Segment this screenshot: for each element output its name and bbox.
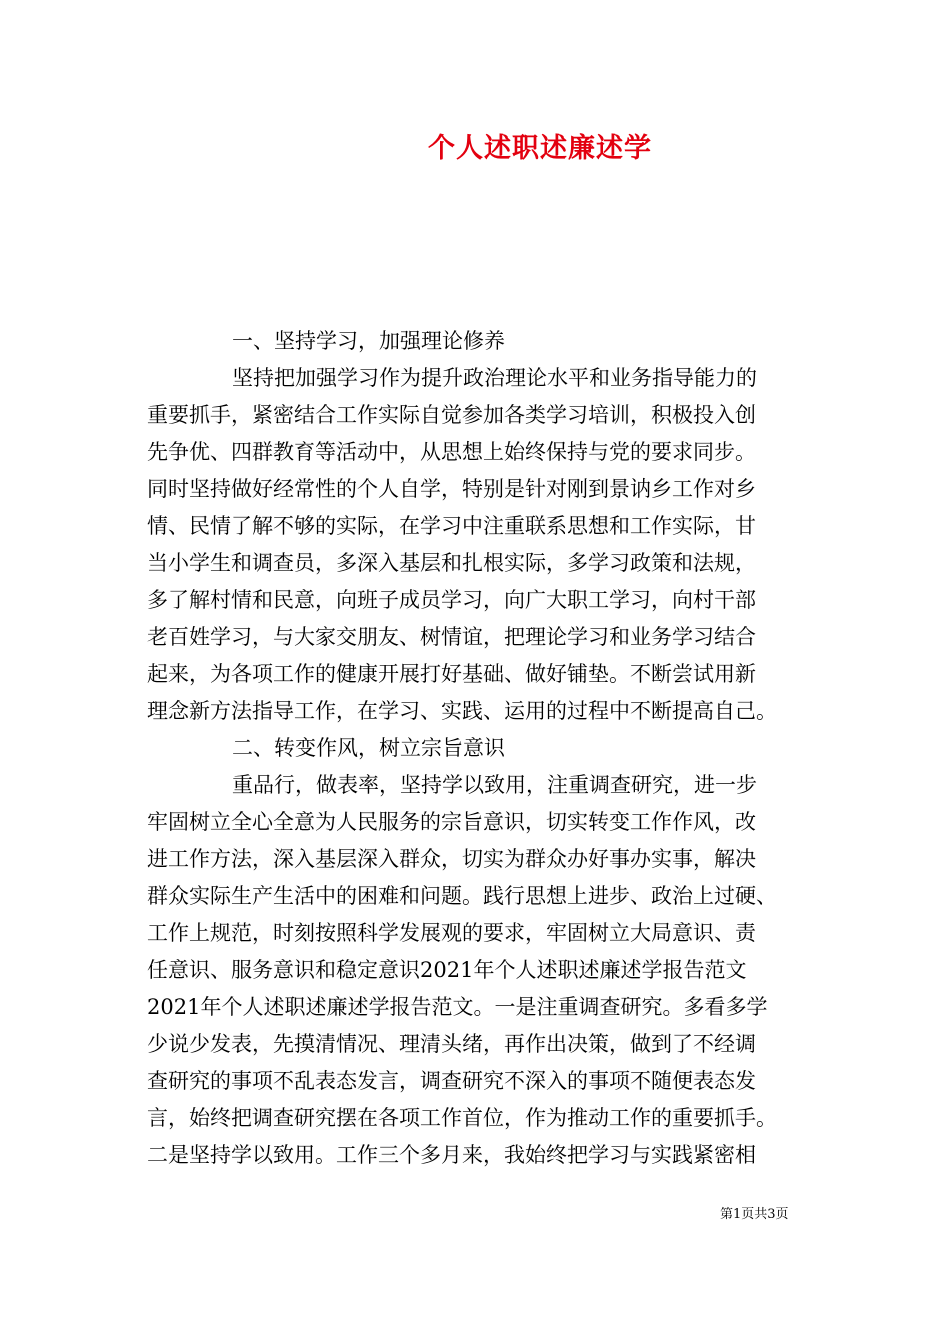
- paragraph-line: 重要抓手，紧密结合工作实际自觉参加各类学习培训，积极投入创: [147, 403, 756, 427]
- paragraph-line: 言，始终把调查研究摆在各项工作首位，作为推动工作的重要抓手。: [147, 1106, 777, 1130]
- paragraph-line: 情、民情了解不够的实际，在学习中注重联系思想和工作实际，甘: [147, 514, 756, 538]
- section-heading-2: 二、转变作风，树立宗旨意识: [232, 736, 505, 760]
- paragraph-line: 查研究的事项不乱表态发言，调查研究不深入的事项不随便表态发: [147, 1069, 756, 1093]
- paragraph-line: 理念新方法指导工作，在学习、实践、运用的过程中不断提高自己。: [147, 699, 777, 723]
- paragraph-line: 同时坚持做好经常性的个人自学，特别是针对刚到景讷乡工作对乡: [147, 477, 756, 501]
- paragraph-line: 任意识、服务意识和稳定意识2021年个人述职述廉述学报告范文: [147, 958, 747, 982]
- paragraph-line: 群众实际生产生活中的困难和问题。践行思想上进步、政治上过硬、: [147, 884, 777, 908]
- paragraph-line: 牢固树立全心全意为人民服务的宗旨意识，切实转变工作作风，改: [147, 810, 756, 834]
- paragraph-line: 工作上规范，时刻按照科学发展观的要求，牢固树立大局意识、责: [147, 921, 756, 945]
- paragraph-line: 当小学生和调查员，多深入基层和扎根实际，多学习政策和法规，: [147, 551, 756, 575]
- paragraph-line: 二是坚持学以致用。工作三个多月来，我始终把学习与实践紧密相: [147, 1143, 756, 1167]
- page-indicator: 第1页共3页: [720, 1207, 789, 1222]
- paragraph-line: 先争优、四群教育等活动中，从思想上始终保持与党的要求同步。: [147, 440, 756, 464]
- paragraph-line: 坚持把加强学习作为提升政治理论水平和业务指导能力的: [232, 366, 757, 390]
- paragraph-line: 老百姓学习，与大家交朋友、树情谊，把理论学习和业务学习结合: [147, 625, 756, 649]
- paragraph-line: 少说少发表，先摸清情况、理清头绪，再作出决策，做到了不经调: [147, 1032, 756, 1056]
- section-heading-1: 一、坚持学习，加强理论修养: [232, 329, 505, 353]
- paragraph-line: 起来，为各项工作的健康开展打好基础、做好铺垫。不断尝试用新: [147, 662, 756, 686]
- paragraph-line: 多了解村情和民意，向班子成员学习，向广大职工学习，向村干部: [147, 588, 756, 612]
- paragraph-line: 重品行，做表率，坚持学以致用，注重调查研究，进一步: [232, 773, 757, 797]
- paragraph-line: 2021年个人述职述廉述学报告范文。一是注重调查研究。多看多学: [147, 995, 768, 1019]
- paragraph-line: 进工作方法，深入基层深入群众，切实为群众办好事办实事，解决: [147, 847, 756, 871]
- document-title: 个人述职述廉述学: [428, 133, 652, 164]
